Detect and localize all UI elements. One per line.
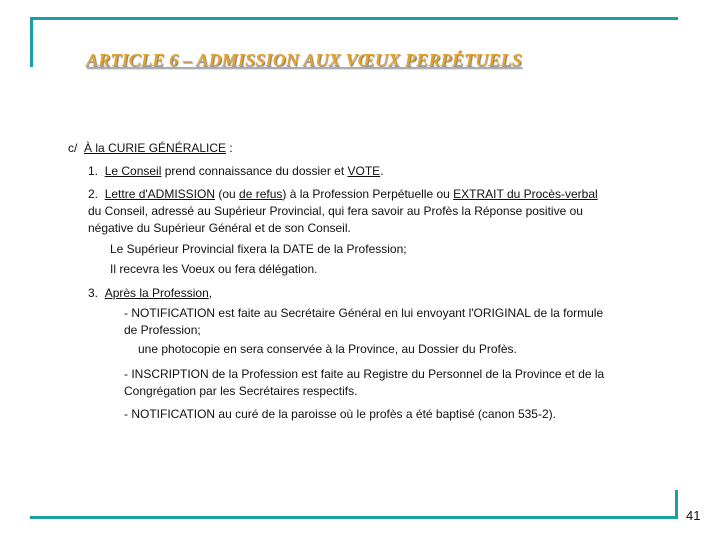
item-3-number: 3. — [88, 286, 99, 300]
notification-1-line-1: - NOTIFICATION est faite au Secrétaire Général en lui envoyant l'ORIGINAL de la formule — [124, 306, 604, 320]
item-2-text-1: (ou — [215, 187, 240, 201]
section-colon: : — [226, 141, 233, 155]
item-2-line-5: Il recevra les Voeux ou fera délégation. — [110, 262, 318, 276]
item-1-underlined-2: VOTE — [347, 164, 381, 178]
item-1-underlined-1: Le Conseil — [104, 164, 162, 178]
section-label: c/ — [68, 141, 78, 155]
item-2-line-3: négative du Supérieur Général et de son Conseil. — [88, 221, 351, 235]
item-2-line-1 — [88, 186, 598, 203]
item-2-number: 2. — [88, 187, 99, 201]
item-2-underlined-1: Lettre d'ADMISSION — [104, 187, 216, 201]
item-2-line-4: Le Supérieur Provincial fixera la DATE de la Profession; — [110, 242, 407, 256]
item-1-text-2: . — [380, 164, 384, 178]
section-heading-text: À la CURIE GÉNÉRALICE — [84, 141, 227, 155]
item-3-underlined-1: Après la Profession — [104, 286, 209, 300]
item-2-text-2: ) à la Profession Perpétuelle ou — [282, 187, 454, 201]
notification-3-line-1: - NOTIFICATION au curé de la paroisse où le profès a été baptisé (canon 535-2). — [124, 407, 556, 421]
inscription-line-2: Congrégation par les Secrétaires respectifs. — [124, 384, 358, 398]
slide-title: ARTICLE 6 – ADMISSION AUX VŒUX PERPÉTUELS — [86, 50, 522, 70]
item-1-number: 1. — [88, 164, 99, 178]
notification-1-line-3: une photocopie en sera conservée à la Province, au Dossier du Profès. — [138, 342, 517, 356]
item-3-heading — [88, 285, 212, 302]
inscription-line-1: - INSCRIPTION de la Profession est faite au Registre du Personnel de la Province et de la — [124, 367, 605, 381]
page-number: 41 — [686, 508, 701, 523]
item-1 — [88, 163, 384, 180]
section-heading — [68, 140, 233, 157]
item-3-text-1: , — [208, 286, 213, 300]
item-1-text-1: prend connaissance du dossier et — [161, 164, 348, 178]
item-2-underlined-3: EXTRAIT du Procès-verbal — [453, 187, 598, 201]
notification-1-line-2: de Profession; — [124, 323, 201, 337]
item-2-line-2: du Conseil, adressé au Supérieur Provincial, qui fera savoir au Profès la Réponse positive ou — [88, 204, 583, 218]
item-2-underlined-2: de refus — [239, 187, 283, 201]
